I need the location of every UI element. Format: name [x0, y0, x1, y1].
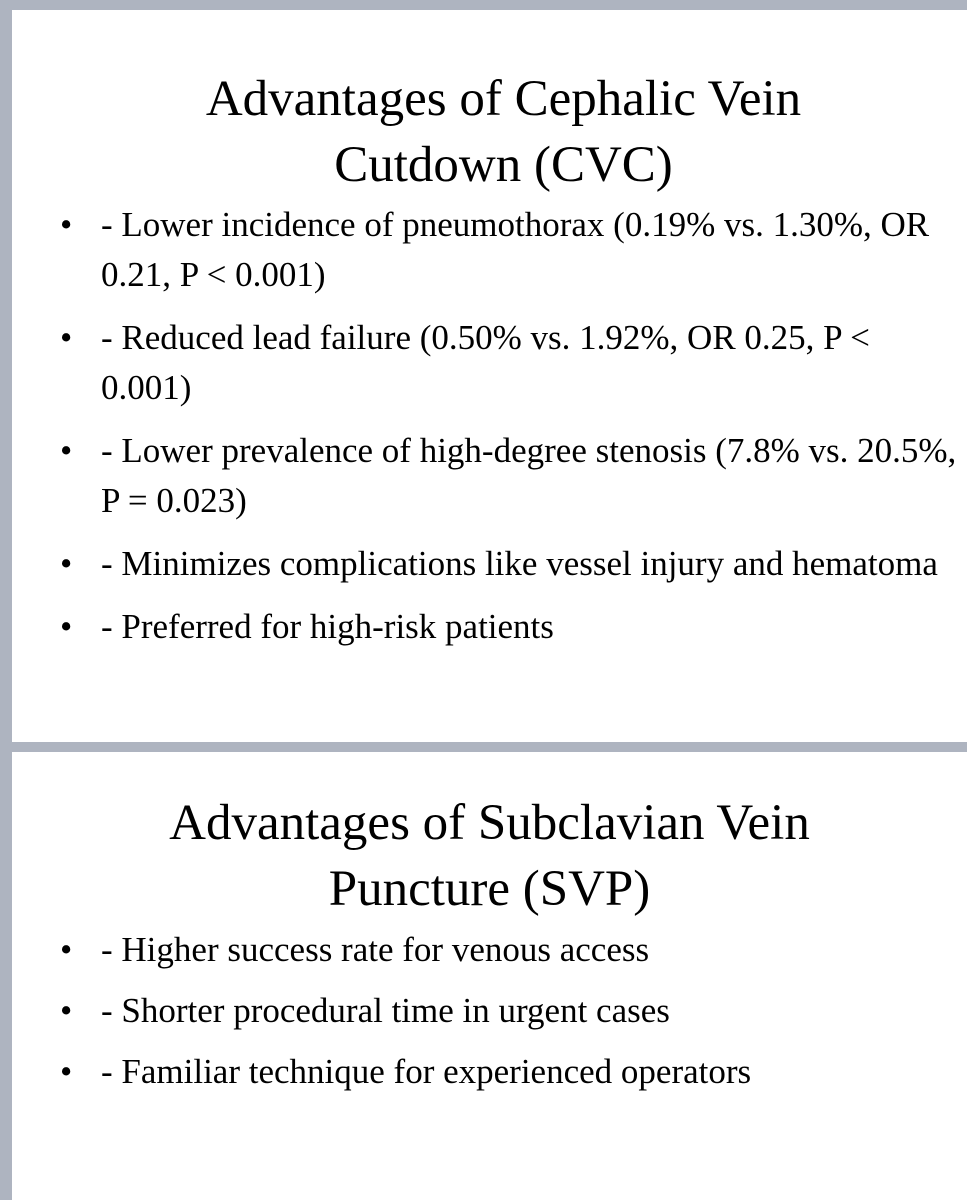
bullet-item: [60, 602, 957, 652]
bullet-dot-icon: •: [60, 431, 73, 470]
bullet-dot-icon: •: [60, 991, 73, 1030]
slide-title-line-1: Advantages of Cephalic Vein: [205, 71, 802, 127]
slide-title-line-1: Advantages of Subclavian Vein: [169, 795, 810, 851]
bullet-text: - Shorter procedural time in urgent cases: [101, 991, 670, 1030]
bullet-dot-icon: •: [60, 205, 73, 244]
slide-title: [26, 66, 967, 198]
bullet-text: - Preferred for high-risk patients: [101, 607, 554, 646]
bullet-dot-icon: •: [60, 607, 73, 646]
bullet-item: [60, 313, 957, 413]
bullet-list: [60, 200, 957, 665]
bullet-dot-icon: •: [60, 544, 73, 583]
bullet-item: [60, 1047, 957, 1097]
slide-title-line-2: Puncture (SVP): [328, 861, 651, 917]
bullet-text: - Lower incidence of pneumothorax (0.19% vs. 1.30%, OR 0.21, P < 0.001): [101, 205, 930, 294]
bullet-item: [60, 200, 957, 300]
bullet-text: - Reduced lead failure (0.50% vs. 1.92%, OR 0.25, P < 0.001): [101, 318, 870, 407]
bullet-text: - Minimizes complications like vessel injury and hematoma: [101, 544, 938, 583]
bullet-text: - Familiar technique for experienced operators: [101, 1052, 752, 1091]
bullet-item: [60, 986, 957, 1036]
bullet-dot-icon: •: [60, 930, 73, 969]
bullet-item: [60, 426, 957, 526]
bullet-list: [60, 925, 957, 1108]
slide-title: [12, 790, 967, 922]
bullet-dot-icon: •: [60, 318, 73, 357]
slide-cephalic-vein-cutdown: [12, 10, 967, 742]
slide-title-line-2: Cutdown (CVC): [334, 137, 673, 193]
bullet-dot-icon: •: [60, 1052, 73, 1091]
bullet-text: - Lower prevalence of high-degree stenosis (7.8% vs. 20.5%, P = 0.023): [101, 431, 957, 520]
slide-subclavian-vein-puncture: [12, 752, 967, 1200]
bullet-text: - Higher success rate for venous access: [101, 930, 650, 969]
bullet-item: [60, 539, 957, 589]
bullet-item: [60, 925, 957, 975]
